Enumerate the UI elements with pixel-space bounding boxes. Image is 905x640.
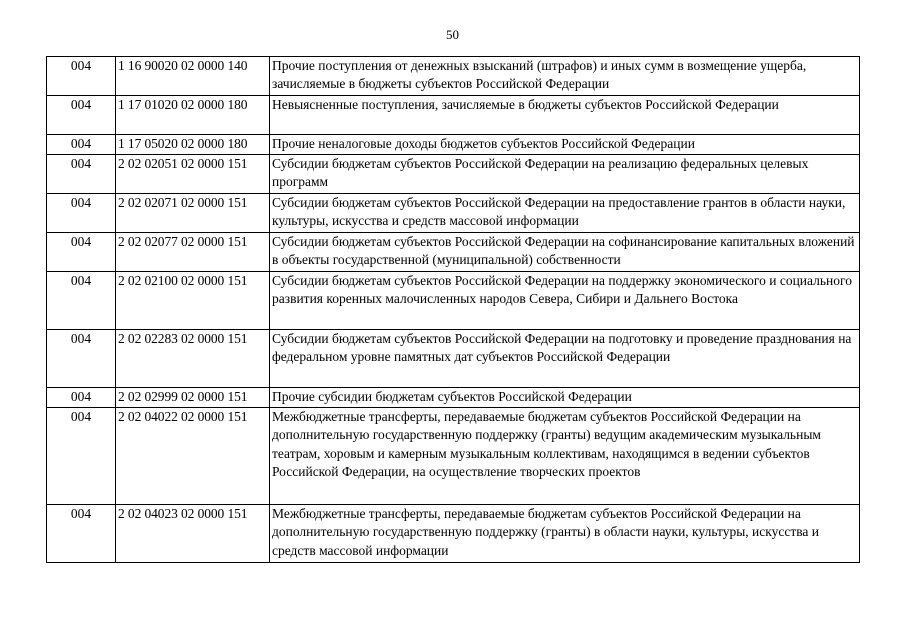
- description-cell: Субсидии бюджетам субъектов Российской Федерации на реализацию федеральных целевых программ: [270, 155, 860, 194]
- table-row: [47, 272, 860, 330]
- table-row: [47, 135, 860, 155]
- budget-code-cell: 1 16 90020 02 0000 140: [116, 57, 270, 96]
- table-row: [47, 155, 860, 194]
- table-row: [47, 194, 860, 233]
- budget-codes-table: [46, 56, 860, 563]
- budget-code-cell: 1 17 05020 02 0000 180: [116, 135, 270, 155]
- table-row: [47, 408, 860, 505]
- description-cell: Субсидии бюджетам субъектов Российской Федерации на подготовку и проведение празднования на федеральном уровне памятных дат субъектов Российской Федерации: [270, 330, 860, 388]
- admin-code-cell: 004: [47, 408, 116, 505]
- description-cell: Межбюджетные трансферты, передаваемые бюджетам субъектов Российской Федерации на дополнительную государственную поддержку (гранты) ведущим академическим музыкальным театрам, хоровым и камерным музыкальным коллективам, находящимся в ведении субъектов Российской Федерации, на осуществление творческих проектов: [270, 408, 860, 505]
- description-cell: Невыясненные поступления, зачисляемые в бюджеты субъектов Российской Федерации: [270, 96, 860, 135]
- budget-code-cell: 2 02 02100 02 0000 151: [116, 272, 270, 330]
- description-cell: Межбюджетные трансферты, передаваемые бюджетам субъектов Российской Федерации на дополнительную государственную поддержку (гранты) в области науки, культуры, искусства и средств массовой информации: [270, 505, 860, 563]
- budget-code-cell: 2 02 02077 02 0000 151: [116, 233, 270, 272]
- budget-code-cell: 2 02 04023 02 0000 151: [116, 505, 270, 563]
- admin-code-cell: 004: [47, 194, 116, 233]
- admin-code-cell: 004: [47, 135, 116, 155]
- table-row: [47, 57, 860, 96]
- admin-code-cell: 004: [47, 57, 116, 96]
- budget-code-cell: 2 02 02071 02 0000 151: [116, 194, 270, 233]
- table-row: [47, 388, 860, 408]
- description-cell: Прочие неналоговые доходы бюджетов субъектов Российской Федерации: [270, 135, 860, 155]
- table-row: [47, 505, 860, 563]
- admin-code-cell: 004: [47, 330, 116, 388]
- table-row: [47, 96, 860, 135]
- budget-code-cell: 2 02 02051 02 0000 151: [116, 155, 270, 194]
- description-cell: Прочие субсидии бюджетам субъектов Российской Федерации: [270, 388, 860, 408]
- budget-code-cell: 2 02 04022 02 0000 151: [116, 408, 270, 505]
- admin-code-cell: 004: [47, 505, 116, 563]
- table-row: [47, 330, 860, 388]
- admin-code-cell: 004: [47, 388, 116, 408]
- admin-code-cell: 004: [47, 233, 116, 272]
- budget-code-cell: 1 17 01020 02 0000 180: [116, 96, 270, 135]
- budget-code-cell: 2 02 02283 02 0000 151: [116, 330, 270, 388]
- admin-code-cell: 004: [47, 96, 116, 135]
- description-cell: Прочие поступления от денежных взысканий (штрафов) и иных сумм в возмещение ущерба, зачисляемые в бюджеты субъектов Российской Федерации: [270, 57, 860, 96]
- description-cell: Субсидии бюджетам субъектов Российской Федерации на предоставление грантов в области науки, культуры, искусства и средств массовой информации: [270, 194, 860, 233]
- admin-code-cell: 004: [47, 272, 116, 330]
- description-cell: Субсидии бюджетам субъектов Российской Федерации на софинансирование капитальных вложений в объекты государственной (муниципальной) собственности: [270, 233, 860, 272]
- budget-code-cell: 2 02 02999 02 0000 151: [116, 388, 270, 408]
- description-cell: Субсидии бюджетам субъектов Российской Федерации на поддержку экономического и социального развития коренных малочисленных народов Севера, Сибири и Дальнего Востока: [270, 272, 860, 330]
- page-number: 50: [446, 27, 459, 42]
- table-row: [47, 233, 860, 272]
- admin-code-cell: 004: [47, 155, 116, 194]
